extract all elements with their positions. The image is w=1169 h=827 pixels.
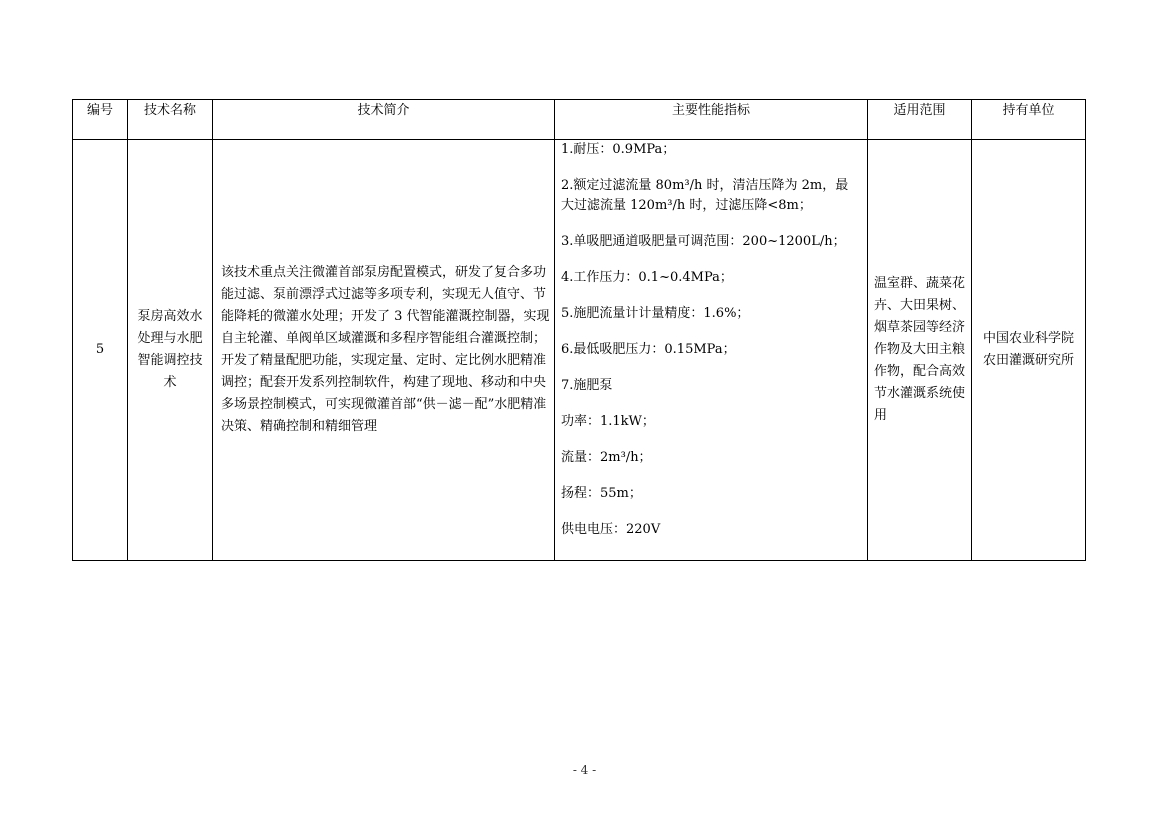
cell-scope: 温室群、蔬菜花卉、大田果树、烟草茶园等经济作物及大田主粮作物，配合高效节水灌溉系统使用 — [868, 140, 972, 561]
table-header-row — [73, 100, 1086, 140]
spec-line: 6.最低吸肥压力：0.15MPa； — [561, 342, 736, 357]
cell-description: 该技术重点关注微灌首部泵房配置模式，研发了复合多功能过滤、泵前漂浮式过滤等多项专利，实现无人值守、节能降耗的微灌水处理；开发了 3 代智能灌溉控制器，实现自主轮灌、单阀单区域灌溉和多程序智能组合灌溉控制；开发了精量配肥功能，实现定量、定时、定比例水肥精准调控；配套开发系列控制软件，构建了现地、移动和中央多场景控制模式，可实现微灌首部“供－滤－配”水肥精准决策、精确控制和精细管理 — [213, 140, 555, 561]
cell-id: 5 — [73, 140, 128, 561]
spec-line: 流量：2m³/h； — [561, 450, 652, 465]
header-scope: 适用范围 — [868, 100, 972, 140]
spec-line: 1.耐压：0.9MPa； — [561, 142, 676, 157]
spec-line: 供电电压：220V — [561, 522, 661, 537]
header-description: 技术简介 — [213, 100, 555, 140]
spec-line: 功率：1.1kW； — [561, 414, 655, 429]
spec-line: 4.工作压力：0.1~0.4MPa； — [561, 270, 733, 285]
cell-name: 泵房高效水处理与水肥智能调控技术 — [128, 140, 213, 561]
table-row — [73, 140, 1086, 561]
spec-line: 扬程：55m； — [561, 486, 642, 501]
cell-specs — [555, 140, 868, 561]
spec-line: 5.施肥流量计计量精度：1.6%； — [561, 306, 750, 321]
spec-line: 2.额定过滤流量 80m³/h 时，清洁压降为 2m，最大过滤流量 120m³/h 时，过滤压降<8m； — [561, 178, 849, 213]
technology-table — [72, 99, 1086, 561]
header-id: 编号 — [73, 100, 128, 140]
page-number: - 4 - — [572, 763, 597, 777]
header-name: 技术名称 — [128, 100, 213, 140]
spec-line: 3.单吸肥通道吸肥量可调范围：200~1200L/h； — [561, 234, 846, 249]
header-holder: 持有单位 — [972, 100, 1086, 140]
cell-holder: 中国农业科学院农田灌溉研究所 — [972, 140, 1086, 561]
header-specs: 主要性能指标 — [555, 100, 868, 140]
spec-line: 7.施肥泵 — [561, 378, 613, 393]
